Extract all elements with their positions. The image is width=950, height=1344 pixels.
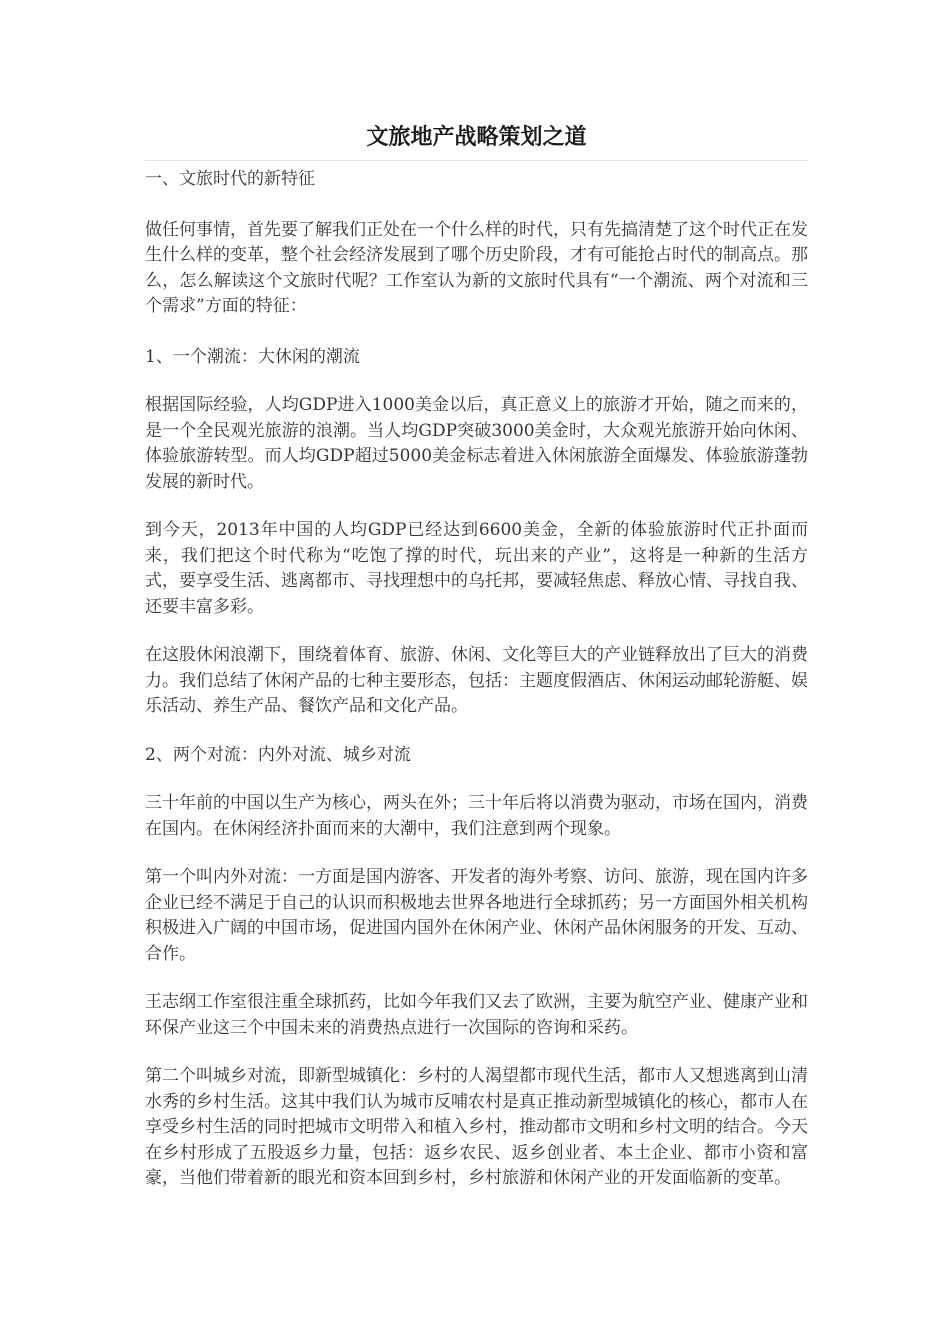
document-title: 文旅地产战略策划之道	[145, 118, 808, 161]
paragraph-leisure-wave: 在这股休闲浪潮下，围绕着体育、旅游、休闲、文化等巨大的产业链释放出了巨大的消费力。我们总结了休闲产品的七种主要形态，包括：主题度假酒店、休闲运动邮轮游艇、娱乐活动、养生产品、餐饮产品和文化产品。	[145, 645, 808, 716]
paragraph-studio: 王志纲工作室很注重全球抓药，比如今年我们又去了欧洲，主要为航空产业、健康产业和环保产业这三个中国未来的消费热点进行一次国际的咨询和采药。	[145, 992, 808, 1038]
section-heading-1: 一、文旅时代的新特征	[145, 169, 315, 189]
paragraph-gdp: 根据国际经验，人均GDP进入1000美金以后，真正意义上的旅游才开始，随之而来的，是一个全民观光旅游的浪潮。当人均GDP突破3000美金时，大众观光旅游开始向休闲、体验旅游转型。而人均GDP超过5000美金标志着进入休闲旅游全面爆发、体验旅游蓬勃发展的新时代。	[145, 395, 808, 492]
document-page	[145, 118, 808, 1192]
paragraph-thirty-years: 三十年前的中国以生产为核心，两头在外；三十年后将以消费为驱动，市场在国内，消费在国内。在休闲经济扑面而来的大潮中，我们注意到两个现象。	[145, 793, 808, 839]
subsection-heading-convection: 2、两个对流：内外对流、城乡对流	[145, 744, 411, 765]
paragraph-2013: 到今天，2013年中国的人均GDP已经达到6600美金，全新的体验旅游时代正扑面而来，我们把这个时代称为“吃饱了撑的时代，玩出来的产业”，这将是一种新的生活方式，要享受生活、逃离都市、寻找理想中的乌托邦，要减轻焦虑、释放心情、寻找自我、还要丰富多彩。	[145, 520, 808, 617]
paragraph-intro: 做任何事情，首先要了解我们正处在一个什么样的时代，只有先搞清楚了这个时代正在发生什么样的变革，整个社会经济发展到了哪个历史阶段，才有可能抢占时代的制高点。那么，怎么解读这个文旅时代呢？工作室认为新的文旅时代具有“一个潮流、两个对流和三个需求”方面的特征：	[145, 219, 808, 316]
paragraph-urban-rural: 第二个叫城乡对流，即新型城镇化：乡村的人渴望都市现代生活，都市人又想逃离到山清水秀的乡村生活。这其中我们认为城市反哺农村是真正推动新型城镇化的核心，都市人在享受乡村生活的同时把城市文明带入和植入乡村，推动都市文明和乡村文明的结合。今天在乡村形成了五股返乡力量，包括：返乡农民、返乡创业者、本土企业、都市小资和富豪，当他们带着新的眼光和资本回到乡村，乡村旅游和休闲产业的开发面临新的变革。	[145, 1066, 808, 1188]
subsection-heading-trend: 1、一个潮流：大休闲的潮流	[145, 346, 360, 367]
paragraph-domestic-foreign: 第一个叫内外对流：一方面是国内游客、开发者的海外考察、访问、旅游，现在国内许多企业已经不满足于自己的认识而积极地去世界各地进行全球抓药；另一方面国外相关机构积极进入广阔的中国市场，促进国内国外在休闲产业、休闲产品休闲服务的开发、互动、合作。	[145, 867, 808, 964]
